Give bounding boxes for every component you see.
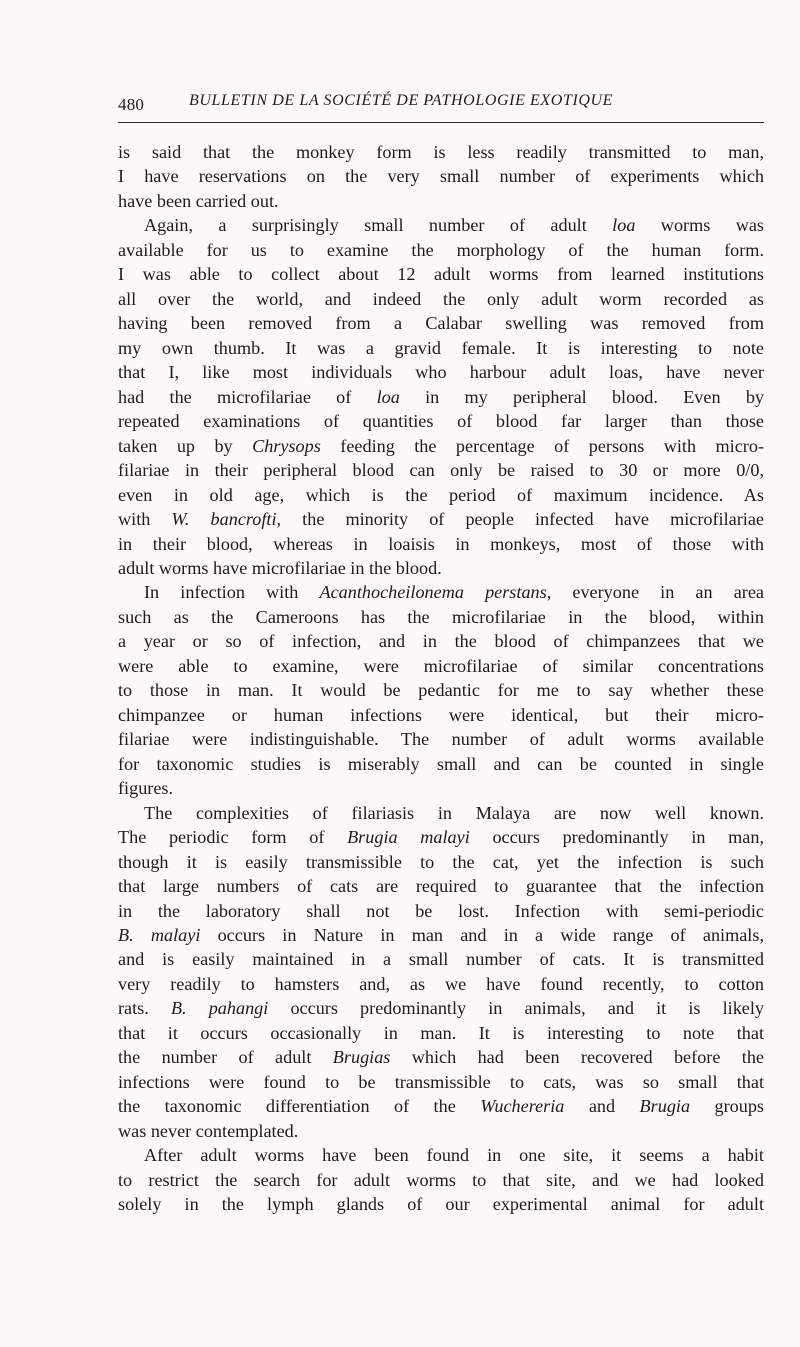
text-line: solely in the lymph glands of our experimental animal for adult <box>118 1194 764 1215</box>
text-line: even in old age, which is the period of maximum incidence. As <box>118 484 764 505</box>
text-line: Again, a surprisingly small number of adult loa worms was <box>144 215 764 236</box>
text-line: having been removed from a Calabar swelling was removed from <box>118 313 764 334</box>
text-line: in their blood, whereas in loaisis in monkeys, most of those with <box>118 533 764 554</box>
text-line: was never contemplated. <box>118 1120 299 1141</box>
text-line: though it is easily transmissible to the cat, yet the infection is such <box>118 851 764 872</box>
text-line: filariae in their peripheral blood can only be raised to 30 or more 0/0, <box>118 460 764 481</box>
text-line: a year or so of infection, and in the blood of chimpanzees that we <box>118 631 764 652</box>
text-line: repeated examinations of quantities of blood far larger than those <box>118 411 764 432</box>
text-line: all over the world, and indeed the only adult worm recorded as <box>118 288 764 309</box>
text-line: I have reservations on the very small number of experiments which <box>118 166 764 187</box>
text-line: B. malayi occurs in Nature in man and in a wide range of animals, <box>118 925 764 945</box>
text-line: in the laboratory shall not be lost. Infection with semi-periodic <box>118 900 764 921</box>
text-line: such as the Cameroons has the microfilariae in the blood, within <box>118 606 764 627</box>
text-line: chimpanzee or human infections were identical, but their micro- <box>118 704 764 725</box>
text-line: that large numbers of cats are required to guarantee that the infection <box>118 876 764 897</box>
text-line: the number of adult Brugias which had been recovered before the <box>118 1047 764 1068</box>
text-line: infections were found to be transmissible to cats, was so small that <box>118 1071 764 1092</box>
text-line: for taxonomic studies is miserably small and can be counted in single <box>118 753 764 774</box>
text-line: to restrict the search for adult worms to that site, and we had looked <box>118 1169 764 1190</box>
text-line: taken up by Chrysops feeding the percentage of persons with micro- <box>118 435 764 456</box>
text-line: filariae were indistinguishable. The number of adult worms available <box>118 729 764 750</box>
text-line: with W. bancrofti, the minority of people infected have microfilariae <box>118 509 764 530</box>
text-line: very readily to hamsters and, as we have found recently, to cotton <box>118 973 764 994</box>
running-head <box>118 92 764 123</box>
text-line: to those in man. It would be pedantic for me to say whether these <box>118 680 764 701</box>
text-line: the taxonomic differentiation of the Wuchereria and Brugia groups <box>118 1096 764 1117</box>
text-line: and is easily maintained in a small number of cats. It is transmitted <box>118 949 764 970</box>
text-line: that it occurs occasionally in man. It is interesting to note that <box>118 1022 764 1043</box>
text-line: have been carried out. <box>118 190 279 211</box>
text-line: In infection with Acanthocheilonema perstans, everyone in an area <box>144 582 764 603</box>
text-line: The periodic form of Brugia malayi occurs predominantly in man, <box>118 827 764 848</box>
text-line: that I, like most individuals who harbour adult loas, have never <box>118 362 764 383</box>
text-line: After adult worms have been found in one site, it seems a habit <box>144 1145 764 1166</box>
text-line: rats. B. pahangi occurs predominantly in animals, and it is likely <box>118 998 764 1019</box>
text-line: figures. <box>118 778 174 799</box>
text-line: had the microfilariae of loa in my peripheral blood. Even by <box>118 386 764 407</box>
text-line: adult worms have microfilariae in the blood. <box>118 557 442 578</box>
page-number: 480 <box>118 95 145 114</box>
text-line: The complexities of filariasis in Malaya are now well known. <box>144 802 764 823</box>
article-body <box>118 140 764 1217</box>
text-line: available for us to examine the morphology of the human form. <box>118 239 764 260</box>
text-line: I was able to collect about 12 adult worms from learned institutions <box>118 264 764 285</box>
text-line: my own thumb. It was a gravid female. It is interesting to note <box>118 337 764 358</box>
text-line: were able to examine, were microfilariae of similar concentrations <box>118 655 764 676</box>
journal-title: BULLETIN DE LA SOCIÉTÉ DE PATHOLOGIE EXOTIQUE <box>189 92 614 109</box>
text-line: is said that the monkey form is less readily transmitted to man, <box>118 142 764 162</box>
